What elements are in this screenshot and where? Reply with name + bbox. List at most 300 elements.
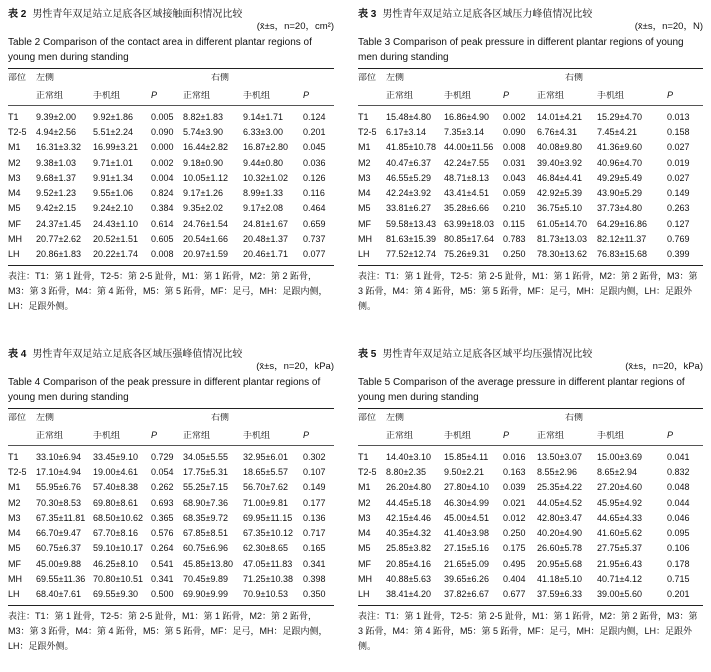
table-unit: (x̄±s，n=20，kPa) (625, 361, 703, 372)
table-note: 表注：T1：第 1 趾骨，T2-5：第 2-5 趾骨，M1：第 1 跖骨，M2：第 2 跖骨，M3：第 3 跖骨，M4：第 4 跖骨，M5：第 5 跖骨，MF：足弓，MH：足跟内侧，LH：足跟外侧。 (358, 271, 698, 312)
table-cell: 0.149 (667, 189, 690, 199)
table-cell: 9.14±1.71 (243, 112, 283, 122)
table-row (358, 140, 703, 155)
table-row (8, 140, 334, 155)
table-en-title: Table 2 Comparison of the contact area in different plantar regions of young men during standing (8, 36, 312, 63)
table-cell: 21.65±5.09 (444, 559, 489, 569)
table-cell: MF (358, 559, 371, 569)
table-cell: 66.70±9.47 (36, 529, 81, 539)
table-cell: 0.177 (303, 498, 326, 508)
table-cell: 68.35±9.72 (183, 513, 228, 523)
table-cell: 0.039 (503, 483, 526, 493)
table-body (358, 446, 703, 606)
table-unit: (x̄±s，n=20，N) (634, 21, 703, 32)
header-athlete-group: 手机组 (93, 91, 121, 100)
table-cell: 18.65±5.57 (243, 467, 288, 477)
table-cell: 0.002 (151, 158, 174, 168)
table-cell: 0.012 (503, 513, 526, 523)
table-cell: 41.36±9.60 (597, 143, 642, 153)
table-cell: LH (358, 590, 370, 600)
table-cell: 20.85±4.16 (386, 559, 431, 569)
table-row (8, 587, 334, 602)
header-p: P (503, 91, 510, 100)
table-cell: 9.44±0.80 (243, 158, 283, 168)
table-cell: M2 (358, 498, 371, 508)
table-cell: 0.541 (151, 559, 174, 569)
table-cell: 35.28±6.66 (444, 204, 489, 214)
table-cell: 20.77±2.62 (36, 235, 81, 245)
table-cell: 55.95±6.76 (36, 483, 81, 493)
table-row (8, 186, 334, 201)
table-cell: 20.48±1.37 (243, 235, 288, 245)
table-cell: 14.40±3.10 (386, 452, 431, 462)
table-cell: 46.84±4.41 (537, 173, 582, 183)
table-cell: 0.250 (503, 529, 526, 539)
table-cell: 0.027 (667, 173, 690, 183)
table-cell: M2 (8, 498, 21, 508)
table-cell: 63.99±18.03 (444, 219, 494, 229)
table-cell: MH (358, 235, 372, 245)
table-cell: 57.40±8.38 (93, 483, 138, 493)
table-cell: 0.210 (503, 204, 526, 214)
table-cell: 40.96±4.70 (597, 158, 642, 168)
table-cell: 24.43±1.10 (93, 219, 138, 229)
table-cell: 47.05±11.83 (243, 559, 293, 569)
table-row (8, 541, 334, 556)
table-cell: T1 (358, 452, 369, 462)
table-number: 表 5 (358, 349, 377, 360)
table-cell: 0.046 (667, 513, 690, 523)
table-row (358, 232, 703, 247)
table-row (8, 201, 334, 216)
table-cell: 40.35±4.32 (386, 529, 431, 539)
table-3 (358, 10, 703, 314)
table-row (358, 526, 703, 541)
table-cell: 81.63±15.39 (386, 235, 436, 245)
table-cell: 0.044 (667, 498, 690, 508)
table-cell: M5 (8, 544, 21, 554)
table-cell: 16.31±3.32 (36, 143, 81, 153)
table-cell: M4 (8, 529, 21, 539)
table-note: 表注：T1：第 1 趾骨，T2-5：第 2-5 趾骨，M1：第 1 跖骨，M2：第 2 跖骨，M3：第 3 跖骨，M4：第 4 跖骨，M5：第 5 跖骨，MF：足弓，MH：足跟内侧，LH：足跟外侧。 (8, 271, 328, 312)
table-number: 表 2 (8, 9, 27, 20)
table-en-title: Table 4 Comparison of the peak pressure in different plantar regions of young men during standing (8, 376, 321, 403)
table-cell: 33.10±6.94 (36, 452, 81, 462)
header-part: 部位 (8, 73, 27, 82)
header-right-side: 右侧 (565, 413, 584, 422)
table-cell: 46.25±8.10 (93, 559, 138, 569)
table-cell: 24.37±1.45 (36, 219, 81, 229)
table-cell: M3 (358, 173, 371, 183)
table-cell: MH (8, 575, 22, 585)
table-cell: 0.126 (303, 173, 326, 183)
table-cell: 0.201 (303, 127, 326, 137)
table-cell: 9.52±1.23 (36, 189, 76, 199)
table-cell: 0.175 (503, 544, 526, 554)
header-athlete-group: 手机组 (93, 431, 121, 440)
table-cell: 0.107 (303, 467, 326, 477)
table-cell: 0.000 (151, 143, 174, 153)
table-cell: M1 (358, 143, 371, 153)
table-cell: 77.52±12.74 (386, 250, 436, 260)
header-normal-group: 正常组 (36, 431, 64, 440)
header-part: 部位 (8, 413, 27, 422)
table-row (8, 217, 334, 232)
table-cell: 67.70±8.16 (93, 529, 138, 539)
table-cell: 0.201 (667, 590, 690, 600)
header-right-side: 右侧 (211, 413, 230, 422)
table-cell: 40.47±6.37 (386, 158, 431, 168)
table-cell: 21.95±6.43 (597, 559, 642, 569)
table-cell: 0.043 (503, 173, 526, 183)
table-cn-title (358, 350, 703, 360)
table-cell: 39.65±6.26 (444, 575, 489, 585)
table-cell: 70.9±10.53 (243, 590, 288, 600)
table-cell: 15.00±3.69 (597, 452, 642, 462)
table-cell: M3 (358, 513, 371, 523)
table-cell: 10.32±1.02 (243, 173, 288, 183)
table-cell: 9.24±2.10 (93, 204, 133, 214)
header-athlete-group: 手机组 (597, 431, 625, 440)
table-cell: 9.71±1.01 (93, 158, 133, 168)
header-row-groups (358, 409, 703, 427)
table-body (8, 446, 334, 606)
table-cell: 7.45±4.21 (597, 127, 637, 137)
table-cell: T2-5 (8, 467, 27, 477)
table-cell: 42.24±7.55 (444, 158, 489, 168)
header-normal-group: 正常组 (36, 91, 64, 100)
table-cn-title-text: 男性青年双足站立足底各区域压强峰值情况比较 (32, 349, 243, 360)
table-cell: 20.54±1.66 (183, 235, 228, 245)
table-cell: 20.52±1.51 (93, 235, 138, 245)
table-cell: M1 (8, 143, 21, 153)
table-cell: 33.81±6.27 (386, 204, 431, 214)
table-cell: 9.38±1.03 (36, 158, 76, 168)
table-cell: 0.717 (303, 529, 326, 539)
table-cell: 26.60±5.78 (537, 544, 582, 554)
table-cell: 0.404 (503, 575, 526, 585)
table-cell: 44.05±4.52 (537, 498, 582, 508)
table-number: 表 3 (358, 9, 377, 20)
header-p: P (667, 91, 674, 100)
header-part: 部位 (358, 73, 377, 82)
header-p: P (667, 431, 674, 440)
table-cell: 0.008 (151, 250, 174, 260)
table-cell: 0.250 (503, 250, 526, 260)
table-4 (8, 350, 334, 654)
table-cell: LH (8, 250, 20, 260)
table-cell: 0.005 (151, 112, 174, 122)
table-cell: 46.55±5.29 (386, 173, 431, 183)
table-bottom-rule (8, 605, 334, 606)
table-cell: 45.00±4.51 (444, 513, 489, 523)
table-cell: MF (8, 559, 21, 569)
header-athlete-group: 手机组 (444, 431, 472, 440)
table-cell: 0.019 (667, 158, 690, 168)
table-cell: 0.824 (151, 189, 174, 199)
table-cell: 67.35±11.81 (36, 513, 86, 523)
table-cell: M1 (358, 483, 371, 493)
table-row (358, 511, 703, 526)
table-cell: 46.30±4.99 (444, 498, 489, 508)
header-left-side: 左侧 (36, 413, 55, 422)
table-cell: 71.00±9.81 (243, 498, 288, 508)
table-cell: 0.614 (151, 219, 174, 229)
table-cell: 6.76±4.31 (537, 127, 577, 137)
table-cell: 56.70±7.62 (243, 483, 288, 493)
header-part: 部位 (358, 413, 377, 422)
table-cell: 70.30±8.53 (36, 498, 81, 508)
table-cell: 7.35±3.14 (444, 127, 484, 137)
table-row (358, 465, 703, 480)
header-row-columns (8, 87, 334, 105)
header-left-side: 左侧 (386, 73, 405, 82)
table-cell: 69.90±9.99 (183, 590, 228, 600)
header-normal-group: 正常组 (183, 431, 211, 440)
table-cell: 0.576 (151, 529, 174, 539)
table-cell: 19.00±4.61 (93, 467, 138, 477)
table-cell: M4 (358, 189, 371, 199)
table-cell: M3 (8, 513, 21, 523)
header-p: P (151, 431, 158, 440)
table-cell: 0.677 (503, 590, 526, 600)
table-cell: 80.85±17.64 (444, 235, 494, 245)
table-cn-title-text: 男性青年双足站立足底各区域压力峰值情况比较 (382, 9, 593, 20)
table-cell: M5 (358, 544, 371, 554)
table-cell: 41.60±5.62 (597, 529, 642, 539)
table-cell: 27.75±5.37 (597, 544, 642, 554)
table-row (8, 110, 334, 125)
table-cell: 17.75±5.31 (183, 467, 228, 477)
table-cell: 42.24±3.92 (386, 189, 431, 199)
table-cn-title (358, 10, 703, 20)
table-cell: 48.71±8.13 (444, 173, 489, 183)
table-cell: 43.41±4.51 (444, 189, 489, 199)
table-cell: 26.20±4.80 (386, 483, 431, 493)
table-2 (8, 10, 334, 314)
table-cell: 13.50±3.07 (537, 452, 582, 462)
table-cell: 0.605 (151, 235, 174, 245)
table-cell: 9.18±0.90 (183, 158, 223, 168)
table-cell: 20.86±1.83 (36, 250, 81, 260)
table-cell: 0.136 (303, 513, 326, 523)
header-athlete-group: 手机组 (444, 91, 472, 100)
table-cell: 69.55±9.30 (93, 590, 138, 600)
table-cell: 81.73±13.03 (537, 235, 587, 245)
table-cell: 0.008 (503, 143, 526, 153)
table-cell: 68.40±7.61 (36, 590, 81, 600)
table-cell: 76.83±15.68 (597, 250, 647, 260)
table-row (358, 155, 703, 170)
table-cell: 9.55±1.06 (93, 189, 133, 199)
table-cell: 42.15±4.46 (386, 513, 431, 523)
table-cell: 24.81±1.67 (243, 219, 288, 229)
table-body (358, 106, 703, 266)
table-cell: 0.002 (503, 112, 526, 122)
table-cell: 16.86±4.90 (444, 112, 489, 122)
table-cell: MH (8, 235, 22, 245)
table-row (358, 587, 703, 602)
header-row-columns (358, 87, 703, 105)
table-cell: 5.74±3.90 (183, 127, 223, 137)
header-right-side: 右侧 (565, 73, 584, 82)
table-cell: 67.35±10.12 (243, 529, 293, 539)
table-cell: 6.17±3.14 (386, 127, 426, 137)
table-cell: 20.46±1.71 (243, 250, 288, 260)
table-cell: 42.80±3.47 (537, 513, 582, 523)
table-row (358, 495, 703, 510)
table-cell: 20.95±5.68 (537, 559, 582, 569)
table-cell: 0.350 (303, 590, 326, 600)
table-cell: 0.178 (667, 559, 690, 569)
table-row (8, 557, 334, 572)
header-row-groups (8, 69, 334, 87)
header-left-side: 左侧 (36, 73, 55, 82)
table-row (8, 247, 334, 262)
table-cell: 0.341 (151, 575, 174, 585)
table-unit: (x̄±s，n=20，cm²) (256, 21, 334, 32)
table-cell: 0.149 (303, 483, 326, 493)
table-cell: 0.384 (151, 204, 174, 214)
table-cell: 8.99±1.33 (243, 189, 283, 199)
table-cell: 6.33±3.00 (243, 127, 283, 137)
table-cell: 60.75±6.37 (36, 544, 81, 554)
header-normal-group: 正常组 (386, 431, 414, 440)
table-number: 表 4 (8, 349, 27, 360)
table-cell: 59.10±10.17 (93, 544, 143, 554)
table-cell: 41.40±3.98 (444, 529, 489, 539)
table-cell: 0.398 (303, 575, 326, 585)
table-cell: 0.116 (303, 189, 325, 199)
header-row-groups (8, 409, 334, 427)
table-cell: 0.715 (667, 575, 690, 585)
table-cell: 25.85±3.82 (386, 544, 431, 554)
table-cell: 0.263 (667, 204, 690, 214)
table-cell: 0.027 (667, 143, 690, 153)
table-cell: 43.90±5.29 (597, 189, 642, 199)
header-normal-group: 正常组 (386, 91, 414, 100)
table-cell: 0.077 (303, 250, 326, 260)
table-cell: 37.59±6.33 (537, 590, 582, 600)
table-en-title: Table 3 Comparison of peak pressure in different plantar regions of young men during standing (358, 36, 684, 63)
table-cell: 0.021 (503, 498, 526, 508)
table-cell: 9.17±2.08 (243, 204, 283, 214)
table-cell: 44.45±5.18 (386, 498, 431, 508)
table-cell: 16.99±3.21 (93, 143, 138, 153)
table-row (358, 557, 703, 572)
table-bottom-rule (358, 605, 703, 606)
table-cell: 0.048 (667, 483, 690, 493)
table-cell: 10.05±1.12 (183, 173, 228, 183)
table-cell: 17.10±4.94 (36, 467, 81, 477)
table-row (8, 526, 334, 541)
table-cell: 32.95±6.01 (243, 452, 288, 462)
table-cell: 0.016 (503, 452, 526, 462)
header-p: P (151, 91, 158, 100)
table-cell: 45.85±13.80 (183, 559, 233, 569)
table-cell: 0.031 (503, 158, 526, 168)
table-en-title: Table 5 Comparison of the average pressure in different plantar regions of young men during standing (358, 376, 685, 403)
table-cell: 9.42±2.15 (36, 204, 76, 214)
table-cell: 27.15±5.16 (444, 544, 489, 554)
table-cell: T2-5 (358, 127, 377, 137)
table-cell: 0.464 (303, 204, 326, 214)
table-row (358, 247, 703, 262)
table-cell: 0.124 (303, 112, 326, 122)
table-cell: M2 (358, 158, 371, 168)
table-cell: 0.106 (667, 544, 690, 554)
table-row (8, 450, 334, 465)
table-cell: M4 (358, 529, 371, 539)
table-row (8, 465, 334, 480)
table-row (8, 155, 334, 170)
table-row (8, 572, 334, 587)
table-cell: 34.05±5.55 (183, 452, 228, 462)
header-athlete-group: 手机组 (597, 91, 625, 100)
table-cell: 41.85±10.78 (386, 143, 436, 153)
table-cell: T2-5 (358, 467, 377, 477)
table-note: 表注：T1：第 1 趾骨，T2-5：第 2-5 趾骨，M1：第 1 跖骨，M2：第 2 跖骨，M3：第 3 跖骨，M4：第 4 跖骨，M5：第 5 跖骨，MF：足弓，MH：足跟内侧，LH：足跟外侧。 (358, 611, 698, 652)
table-cell: 45.95±4.92 (597, 498, 642, 508)
table-cell: 8.65±2.94 (597, 467, 637, 477)
table-cell: 24.76±1.54 (183, 219, 228, 229)
table-cell: MF (358, 219, 371, 229)
table-cell: 0.059 (503, 189, 526, 199)
table-cell: 40.88±5.63 (386, 575, 431, 585)
table-cell: 0.013 (667, 112, 690, 122)
table-cell: 8.82±1.83 (183, 112, 223, 122)
table-cell: 49.29±5.49 (597, 173, 642, 183)
table-row (358, 217, 703, 232)
table-cell: 40.71±4.12 (597, 575, 642, 585)
table-cell: 68.50±10.62 (93, 513, 143, 523)
table-cell: 0.158 (667, 127, 690, 137)
table-cell: 0.090 (503, 127, 526, 137)
table-cell: 0.004 (151, 173, 174, 183)
table-cell: MH (358, 575, 372, 585)
header-row-columns (358, 427, 703, 445)
table-cell: 69.80±8.61 (93, 498, 138, 508)
table-cell: 39.00±5.60 (597, 590, 642, 600)
table-row (8, 232, 334, 247)
table-cell: 0.659 (303, 219, 326, 229)
table-cell: 0.693 (151, 498, 174, 508)
table-row (8, 125, 334, 140)
header-p: P (503, 431, 510, 440)
table-cell: 42.92±5.39 (537, 189, 582, 199)
table-cell: 37.82±6.67 (444, 590, 489, 600)
table-row (358, 110, 703, 125)
table-cell: 39.40±3.92 (537, 158, 582, 168)
table-cell: 64.29±16.86 (597, 219, 647, 229)
header-row-columns (8, 427, 334, 445)
table-cell: 78.30±13.62 (537, 250, 587, 260)
header-athlete-group: 手机组 (243, 431, 271, 440)
table-cell: 0.262 (151, 483, 174, 493)
table-cell: T2-5 (8, 127, 27, 137)
table-cell: 0.365 (151, 513, 174, 523)
table-cell: 5.51±2.24 (93, 127, 133, 137)
table-cell: 62.30±8.65 (243, 544, 288, 554)
table-cell: M5 (8, 204, 21, 214)
table-cell: 15.85±4.11 (444, 452, 489, 462)
table-cell: 41.18±5.10 (537, 575, 582, 585)
table-cell: 0.045 (303, 143, 326, 153)
table-cell: 9.92±1.86 (93, 112, 133, 122)
table-row (358, 541, 703, 556)
table-cell: T1 (8, 452, 19, 462)
table-cell: 0.500 (151, 590, 174, 600)
